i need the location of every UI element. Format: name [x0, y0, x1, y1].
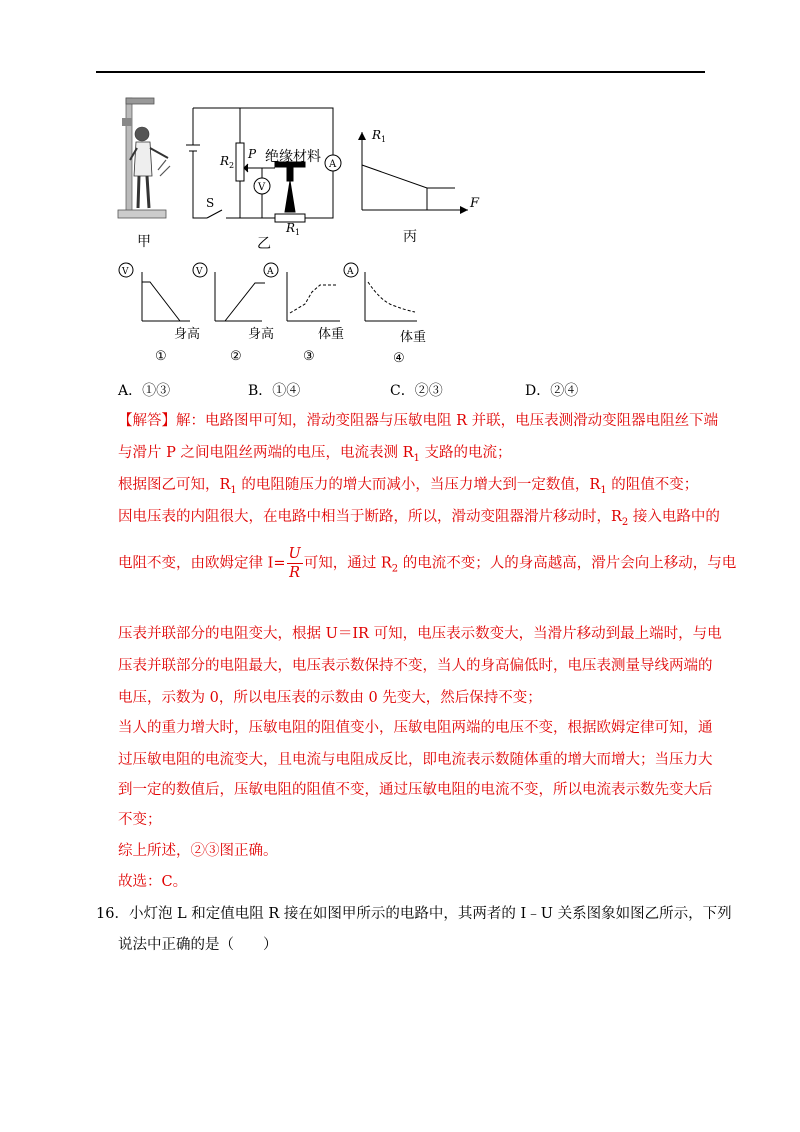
option-a: A．①③ — [118, 383, 171, 399]
figure-bing-label: 丙 — [403, 229, 417, 245]
bing-xaxis-label: F — [470, 196, 480, 211]
figure-jia-label: 甲 — [137, 234, 151, 250]
solution-line-1 — [118, 409, 718, 430]
solution-line-6: 压表并联部分的电阻变大，根据 U＝IR 可知，电压表示数变大，当滑片移动到最上端时，与电 — [118, 626, 722, 642]
solution-line-2: 与滑片 P 之间电阻丝两端的电压，电流表测 $R_1$ 支路的电流； — [118, 445, 512, 464]
graph-1-meter: V — [122, 267, 129, 277]
solution-line-11: 到一定的数值后，压敏电阻的阻值不变，通过压敏电阻的电流不变，所以电流表示数先变大后 — [118, 782, 713, 798]
solution-line-9: 当人的重力增大时，压敏电阻的阻值变小，压敏电阻两端的电压不变，根据欧姆定律可知，通 — [118, 720, 713, 736]
ohm-fraction: $\frac{U}{R}$ — [288, 546, 301, 581]
ammeter-symbol: A — [329, 159, 337, 170]
figure-yi-label: 乙 — [257, 236, 271, 252]
graph-3 — [264, 263, 344, 364]
r1-sub: 1 — [295, 228, 301, 237]
graph-4-xlabel: 体重 — [400, 330, 427, 345]
figure-bing-graph — [358, 128, 480, 245]
figure-area — [0, 0, 800, 375]
graph-1-number: ① — [155, 349, 167, 364]
solution-tag: 【解答】 — [118, 413, 176, 429]
insulation-label: 绝缘材料 — [265, 149, 321, 165]
solution-line-14: 故选：C。 — [118, 874, 188, 890]
solution-line-4: 因电压表的内阻很大，在电路中相当于断路，所以，滑动变阻器滑片移动时，$R_2$ 接入电路中的 — [118, 509, 720, 528]
solution-line-12: 不变； — [118, 812, 162, 828]
solution-line-10: 过压敏电阻的电流变大，且电流与电阻成反比，即电流表示数随体重的增大而增大；当压力大 — [118, 752, 713, 768]
graph-1 — [119, 263, 200, 364]
figure-jia — [118, 98, 170, 250]
graph-2 — [193, 263, 274, 364]
bing-yaxis-label: R — [372, 128, 382, 142]
graph-3-number: ③ — [303, 349, 315, 364]
r2-label: R — [220, 154, 230, 168]
question-16-line-1: 16．小灯泡 L 和定值电阻 R 接在如图甲所示的电路中，其两者的 I﹣U 关系图象如图乙所示，下列 — [96, 906, 732, 922]
s-label: S — [206, 196, 215, 210]
graph-2-number: ② — [230, 349, 242, 364]
graph-3-meter: A — [267, 267, 274, 277]
solution-line-7: 压表并联部分的电阻最大，电压表示数保持不变，当人的身高偏低时，电压表测量导线两端的 — [118, 658, 713, 674]
r2-sub: 2 — [229, 161, 235, 170]
voltmeter-symbol: V — [258, 182, 266, 193]
solution-line-3: 根据图乙可知，$R_1$ 的电阻随压力的增大而减小，当压力增大到一定数值，$R_1$ 的阻值不变； — [118, 477, 699, 496]
solution-line-8: 电压，示数为 0，所以电压表的示数由 0 先变大，然后保持不变； — [118, 690, 542, 706]
graph-4-number: ④ — [393, 351, 405, 366]
option-c: C．②③ — [390, 383, 443, 399]
question-16-line-2: 说法中正确的是（ ） — [118, 937, 278, 953]
graph-1-xlabel: 身高 — [174, 327, 201, 342]
solution-line-5: 电阻不变，由欧姆定律 I= $\frac{U}{R}$ 可知，通过 $R_2$ 的电流不变；人的身高越高，滑片会向上移动，与电 — [118, 546, 737, 581]
figure-yi-labels — [206, 147, 337, 252]
solution-text-1: 解：电路图甲可知，滑动变阻器与压敏电阻 R 并联，电压表测滑动变阻器电阻丝下端 — [176, 413, 719, 429]
graph-2-xlabel: 身高 — [248, 327, 275, 342]
bing-yaxis-sub: 1 — [381, 135, 387, 144]
option-d: D．②④ — [525, 383, 579, 399]
graph-3-xlabel: 体重 — [318, 327, 345, 342]
solution-line-13: 综上所述，②③图正确。 — [118, 843, 278, 859]
graph-4 — [344, 263, 426, 366]
p-label: P — [248, 147, 257, 161]
graph-4-meter: A — [347, 267, 354, 277]
graph-2-meter: V — [196, 267, 203, 277]
r1-label: R — [286, 221, 296, 235]
option-b: B．①④ — [248, 383, 301, 399]
